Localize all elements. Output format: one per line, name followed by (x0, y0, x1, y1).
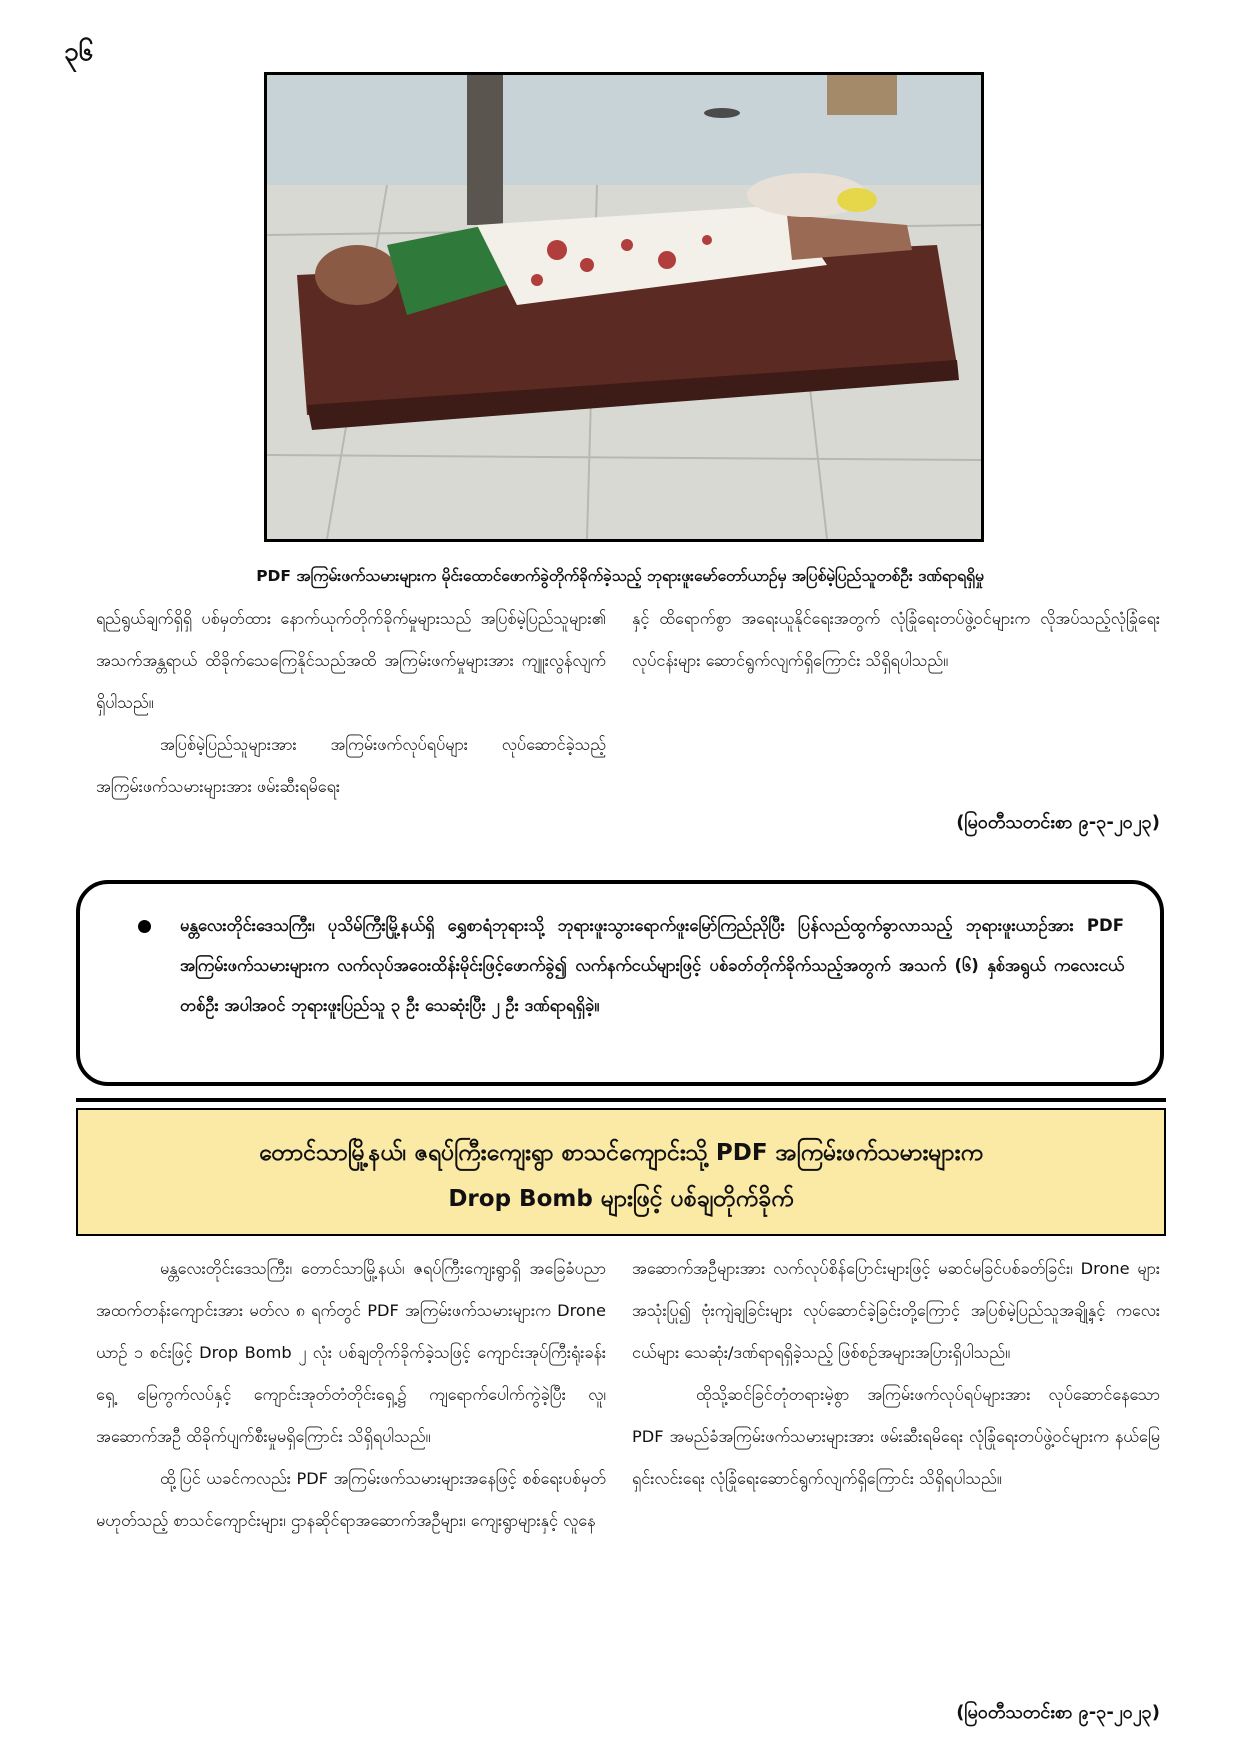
news-photo (264, 72, 984, 542)
highlight-box (76, 880, 1164, 1086)
highlight-text: မန္တလေးတိုင်းဒေသကြီး၊ ပုသိမ်ကြီးမြို့နယ်ရှိ ရွှေစာရံဘုရားသို့ ဘုရားဖူးသွားရောက်ဖူးမြော်ကြည်ညိုပြီး ပြန်လည်ထွက်ခွာလာသည့် ဘုရားဖူးယာဉ်အား PDF အကြမ်းဖက်သမားများက လက်လုပ်အဝေးထိန်းမိုင်းဖြင့်ဖောက်ခွဲ၍ လက်နက်ငယ်များဖြင့် ပစ်ခတ်တိုက်ခိုက်သည့်အတွက် အသက် (၆) နှစ်အရွယ် ကလေးငယ်တစ်ဦး အပါအဝင် ဘုရားဖူးပြည်သူ ၃ ဦး သေဆုံးပြီး ၂ ဦး ဒဏ်ရာရရှိခဲ့။ (180, 916, 1124, 1015)
article1-source: (မြဝတီသတင်းစာ ၉-၃-၂၀၂၃) (956, 812, 1160, 833)
article1-left-column (96, 598, 606, 808)
headline-line-1: တောင်သာမြို့နယ်၊ ဇရပ်ကြီးကျေးရွာ စာသင်ကျောင်းသို့ PDF အကြမ်းဖက်သမားများက (259, 1140, 983, 1166)
headline-line-2: Drop Bomb များဖြင့် ပစ်ချတိုက်ခိုက် (448, 1186, 794, 1212)
page-number: ၃၆ (64, 37, 94, 67)
patient-on-hospital-bed-photo (267, 75, 981, 539)
article2-right-column (632, 1248, 1160, 1500)
article2-paragraph: ထို့ပြင် ယခင်ကလည်း PDF အကြမ်းဖက်သမားများအနေဖြင့် စစ်ရေးပစ်မှတ်မဟုတ်သည့် စာသင်ကျောင်းများ၊ ဌာနဆိုင်ရာအဆောက်အဦများ၊ ကျေးရွာများနှင့် လူနေ (96, 1469, 606, 1530)
article1-paragraph: အပြစ်မဲ့ပြည်သူများအား အကြမ်းဖက်လုပ်ရပ်များ လုပ်ဆောင်ခဲ့သည့် အကြမ်းဖက်သမားများအား ဖမ်းဆီးရမိရေး (96, 735, 606, 796)
article2-headline (76, 1108, 1166, 1236)
section-divider (76, 1098, 1166, 1102)
article2-source: (မြဝတီသတင်းစာ ၉-၃-၂၀၂၃) (956, 1702, 1160, 1723)
photo-caption: PDF အကြမ်းဖက်သမားများက မိုင်းထောင်ဖောက်ခွဲတိုက်ခိုက်ခဲ့သည့် ဘုရားဖူးမော်တော်ယာဉ်မှ အပြစ်မဲ့ပြည်သူတစ်ဦး ဒဏ်ရာရရှိမှု (256, 567, 984, 585)
article2-left-column (96, 1248, 606, 1542)
article1-paragraph: နှင့် ထိရောက်စွာ အရေးယူနိုင်ရေးအတွက် လုံခြုံရေးတပ်ဖွဲ့ဝင်များက လိုအပ်သည့်လုံခြုံရေးလုပ်ငန်းများ ဆောင်ရွက်လျက်ရှိကြောင်း သိရှိရပါသည်။ (632, 609, 1160, 670)
article1-right-column (632, 598, 1160, 682)
article1-paragraph: ရည်ရွယ်ချက်ရှိရှိ ပစ်မှတ်ထား နောက်ယုက်တိုက်ခိုက်မှုများသည် အပြစ်မဲ့ပြည်သူများ၏ အသက်အန္တရာယ် ထိခိုက်သေကြေနိုင်သည်အထိ အကြမ်းဖက်မှုများအား ကျူးလွန်လျက်ရှိပါသည်။ (96, 609, 606, 712)
bullet-icon (138, 920, 151, 933)
article2-paragraph: မန္တလေးတိုင်းဒေသကြီး၊ တောင်သာမြို့နယ်၊ ဇရပ်ကြီးကျေးရွာရှိ အခြေခံပညာအထက်တန်းကျောင်းအား မတ်လ ၈ ရက်တွင် PDF အကြမ်းဖက်သမားများက Drone ယာဉ် ၁ စင်းဖြင့် Drop Bomb ၂ လုံး ပစ်ချတိုက်ခိုက်ခဲ့သဖြင့် ကျောင်းအုပ်ကြီးရုံးခန်းရှေ့ မြေကွက်လပ်နှင့် ကျောင်းအုတ်တံတိုင်းရှေ့၌ ကျရောက်ပေါက်ကွဲခဲ့ပြီး လူ၊ အဆောက်အဦ ထိခိုက်ပျက်စီးမှုမရှိကြောင်း သိရှိရပါသည်။ (96, 1259, 606, 1446)
article2-paragraph: အဆောက်အဦများအား လက်လုပ်စိန်ပြောင်းများဖြင့် မဆင်မခြင်ပစ်ခတ်ခြင်း၊ Drone များ အသုံးပြု၍ ဗုံးကျဲချခြင်းများ လုပ်ဆောင်ခဲ့ခြင်းတို့ကြောင့် အပြစ်မဲ့ပြည်သူအချို့နှင့် ကလေးငယ်များ သေဆုံး/ဒဏ်ရာရရှိခဲ့သည့် ဖြစ်စဉ်အများအပြားရှိပါသည်။ (632, 1259, 1160, 1362)
article2-paragraph: ထိုသို့ဆင်ခြင်တုံတရားမဲ့စွာ အကြမ်းဖက်လုပ်ရပ်များအား လုပ်ဆောင်နေသော PDF အမည်ခံအကြမ်းဖက်သမားများအား ဖမ်းဆီးရမိရေး လုံခြုံရေးတပ်ဖွဲ့ဝင်များက နယ်မြေရှင်းလင်းရေး လုံခြုံရေးဆောင်ရွက်လျက်ရှိကြောင်း သိရှိရပါသည်။ (632, 1385, 1160, 1488)
